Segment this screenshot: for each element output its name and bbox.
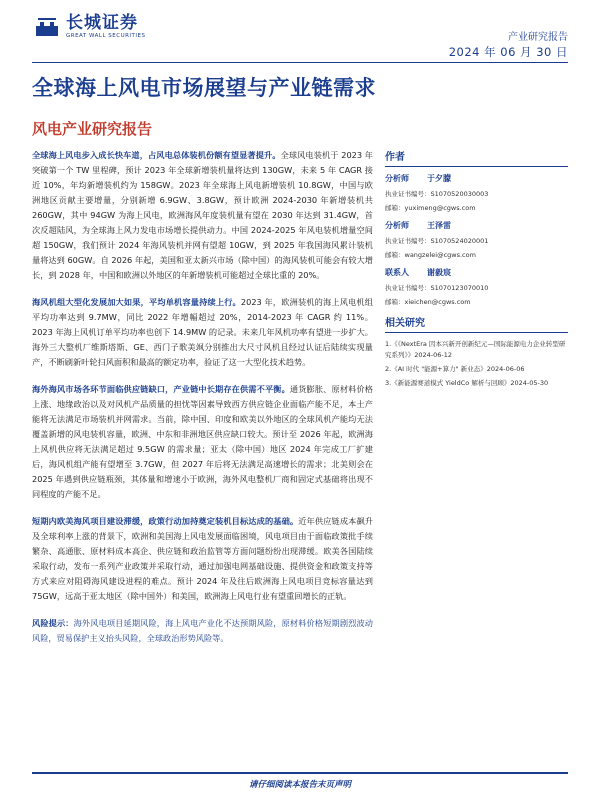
analyst-card	[385, 267, 568, 306]
header-divider	[32, 62, 568, 63]
paragraph-lead: 全球海上风电步入成长快车道，占风电总体装机份额有望显著提升。	[32, 150, 281, 160]
summary-paragraph	[32, 382, 373, 502]
analyst-name: 谢毅宸	[427, 268, 451, 277]
risk-label: 风险提示：	[32, 618, 74, 628]
summary-column	[32, 148, 373, 658]
summary-paragraph	[32, 148, 373, 283]
paragraph-lead: 海外海风市场各环节面临供应链缺口，产业链中长期存在供需不平衡。	[32, 384, 290, 394]
summary-paragraph	[32, 295, 373, 370]
logo-english-name: GREAT WALL SECURITIES	[66, 32, 146, 39]
logo-chinese-name: 长城证券	[66, 12, 138, 33]
report-date: 2024 年 06 月 30 日	[448, 45, 568, 59]
risk-text: 海外风电项目延期风险，海上风电产业化不达预期风险，原材料价格短期剧烈波动风险，贸易保护主义抬头风险，全球政治形势风险等。	[32, 618, 373, 643]
great-wall-logo-icon	[34, 14, 60, 40]
paragraph-body: 通货膨胀、原材料价格上涨、地缘政治以及对风机产品质量的担忧等因素导致西方供应链企业面临产能不足，本土产能将无法满足市场装机并网需求。当前，除中国、印度和欧美以外地区的全球风机产能均无法覆盖新增的风电装机容量，欧洲、中东和非洲地区供应缺口较大。预计至 2026 年起，欧洲海上风机供应将无法满足超过 9.5GW 的需求量；亚太（除中国）地区 2024 年完成工厂扩建后，海风机组产能有望增至 3.7GW，但 2027 年后将无法满足高速增长的需求；北美则会在 2025 年遇到供应链瓶颈，其体量和增速小于欧洲，海外风电整机厂商和固定式基础将出现不同程度的产能不足。	[32, 384, 373, 499]
analyst-email[interactable]: 邮箱：xieichen@cgws.com	[385, 298, 471, 306]
analyst-cert: 执业证书编号：S1070520030003	[385, 190, 489, 198]
analyst-role: 联系人	[385, 268, 409, 277]
analyst-role: 分析师	[385, 174, 409, 183]
analyst-name: 于夕朦	[427, 174, 451, 183]
analyst-card	[385, 173, 568, 212]
related-research-item[interactable]: 1.《《NextEra 因本兴新开创新纪元—国际能源电力企业转型研究系列》》2024-06-12	[385, 340, 566, 359]
related-research-item[interactable]: 2.《AI 时代 "能源+算力" 新业态》2024-06-06	[385, 365, 525, 373]
paragraph-lead: 海风机组大型化发展加大如果，平均单机容量持续上行。	[32, 297, 241, 307]
related-research-item[interactable]: 3.《新能源赛道模式 YieldCo 解析与回顾》2024-05-30	[385, 379, 549, 387]
analyst-email[interactable]: 邮箱：yuximeng@cgws.com	[385, 204, 476, 212]
report-type: 产业研究报告	[508, 32, 568, 43]
analyst-cert: 执业证书编号：S1070524020001	[385, 237, 489, 245]
footer-divider	[32, 772, 568, 774]
risk-warning	[32, 616, 373, 646]
page-subtitle: 风电产业研究报告	[32, 120, 153, 138]
analyst-cert: 执业证书编号：S1070123070010	[385, 284, 489, 292]
summary-paragraph	[32, 514, 373, 604]
paragraph-body: 2023 年，欧洲装机的海上风电机组平均功率达到 9.7MW，同比 2022 年增幅超过 20%，2014-2023 年 CAGR 约 11%。2023 年海上风机订单平均功率也创下 14.9MW 的记录。未来几年风机功率有望进一步扩大。海外三大整机厂维斯塔斯、GE、西门子歌美飒分别推出大尺寸风机且经过认证后陆续实现量产，不断刷新叶轮扫风面积和最高的额定功率，验证了这一大型化技术趋势。	[32, 297, 373, 367]
footer-disclaimer: 请仔细阅读本报告末页声明	[248, 780, 351, 790]
analyst-email[interactable]: 邮箱：wangzelei@cgws.com	[385, 251, 476, 259]
page-title: 全球海上风电市场展望与产业链需求	[32, 76, 376, 100]
sidebar	[385, 148, 568, 392]
paragraph-lead: 短期内欧美海风项目建设滞缓，政策行动加持奠定装机目标达成的基础。	[32, 516, 299, 526]
analyst-card	[385, 220, 568, 259]
company-logo	[34, 14, 146, 40]
paragraph-body: 近年供应链成本飙升及全球利率上涨的背景下，欧洲和美国海上风电发展面临困境，风电项目由于面临政策批手续繁杂、高通胀、原材料成本高企、供应链和政治监管等方面问题纷纷出现滞缓。欧美各国陆续采取行动，发布一系列产业政策并采取行动，通过加强电网基础设施、提供资金和政策支持等方式来应对阻碍海风建设进程的难点。预计 2024 年及往后欧洲海上风电项目竞标容量达到 75GW，远高于亚太地区（除中国外）和美国，欧洲海上风电行业有望重回增长的正轨。	[32, 516, 373, 601]
paragraph-body: 全球风电装机于 2023 年突破第一个 TW 里程碑，预计 2023 年全球新增装机量将达到 130GW，未来 5 年 CAGR 接近 10%，年均新增装机约为 158GW。2023 年全球海上风电新增装机 10.8GW，中国与欧洲地区贡献主要增量，分别新增 6.9GW、3.8GW，预计欧洲 2024-2030 年新增装机共 260GW，其中 94GW 为海上风电，欧洲海风年度装机量有望在 2030 年达到 31.4GW，首次反超陆风，为全球海上风力发电市场增长提供动力。中国 2024-2025 年风电装机增量空间超 150GW，我们预计 2024 年海风装机并网有望超 10GW，到 2025 年我国海风累计装机量将达到 60GW。自 2026 年起，美国和亚太新兴市场（除中国）的海风装机可能会有较大增长，到 2028 年，中国和欧洲以外地区的年新增装机可能超过全球比重的 20%。	[32, 150, 373, 280]
related-research-heading: 相关研究	[385, 314, 568, 333]
analyst-name: 王泽雷	[427, 221, 451, 230]
authors-heading: 作者	[385, 148, 568, 167]
analyst-role: 分析师	[385, 221, 409, 230]
